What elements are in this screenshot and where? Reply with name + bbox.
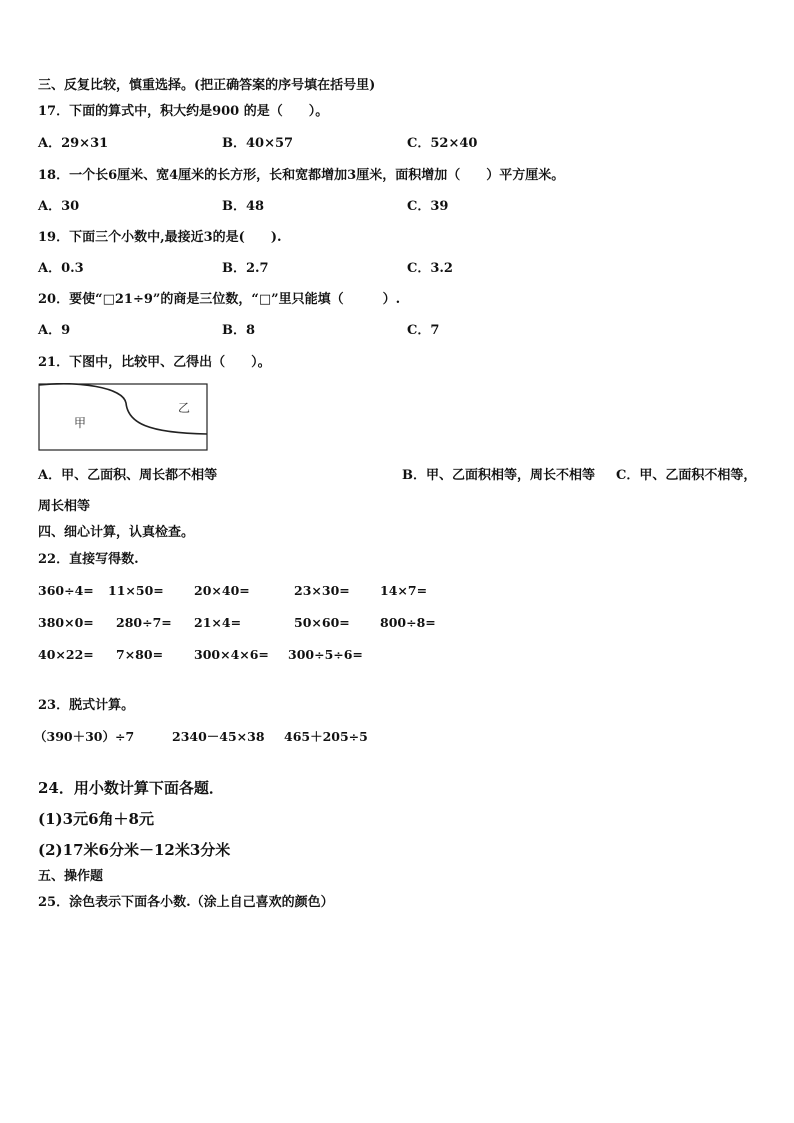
section3-title: 三、反复比较，慎重选择。(把正确答案的序号填在括号里)	[38, 78, 376, 93]
q18-option-a: A．30	[38, 199, 80, 214]
q21-stem: 21．下图中，比较甲、乙得出（ ）。	[38, 355, 271, 370]
q22-r1-c1: 360÷4=	[38, 583, 94, 598]
q20-option-c: C．7	[407, 323, 440, 338]
q18-option-c: C．39	[407, 199, 449, 214]
q19-option-b: B．2.7	[222, 261, 269, 276]
figure-rectangle	[39, 384, 207, 450]
q21-figure	[38, 383, 210, 457]
q25-stem: 25．涂色表示下面各小数.（涂上自己喜欢的颜色）	[38, 895, 334, 910]
q21-option-c: C．甲、乙面积不相等，	[616, 468, 757, 483]
q17-option-a: A．29×31	[38, 136, 109, 151]
q22-r2-c1: 380×0=	[38, 615, 94, 630]
q22-r1-c5: 14×7=	[380, 583, 428, 598]
q19-stem: 19．下面三个小数中,最接近3的是( ).	[38, 230, 282, 245]
q24-item-2: (2)17米6分米－12米3分米	[38, 841, 231, 859]
q22-r2-c2: 280÷7=	[116, 615, 172, 630]
q21-option-b: B．甲、乙面积相等，周长不相等	[402, 468, 595, 483]
q22-r3-c1: 40×22=	[38, 647, 94, 662]
q20-option-a: A．9	[38, 323, 71, 338]
q18-stem: 18．一个长6厘米、宽4厘米的长方形，长和宽都增加3厘米，面积增加（ ）平方厘米。	[38, 168, 565, 183]
q23-stem: 23．脱式计算。	[38, 698, 135, 713]
q22-stem: 22．直接写得数.	[38, 552, 139, 567]
q17-stem: 17．下面的算式中，积大约是900 的是（ ）。	[38, 104, 329, 119]
q19-option-c: C．3.2	[407, 261, 453, 276]
figure-label-jia: 甲	[74, 416, 87, 430]
section5-title: 五、操作题	[38, 869, 104, 884]
q22-r1-c3: 20×40=	[194, 583, 250, 598]
q24-stem: 24．用小数计算下面各题．	[38, 779, 224, 797]
q22-r3-c3: 300×4×6=	[194, 647, 269, 662]
q21-option-c-continued: 周长相等	[38, 499, 91, 514]
q17-option-b: B．40×57	[222, 136, 294, 151]
q22-r3-c4: 300÷5÷6=	[288, 647, 363, 662]
q22-r2-c3: 21×4=	[194, 615, 242, 630]
section4-title: 四、细心计算，认真检查。	[38, 525, 195, 540]
q21-option-a: A．甲、乙面积、周长都不相等	[38, 468, 218, 483]
q20-stem: 20．要使“□21÷9”的商是三位数，“□”里只能填（ ）.	[38, 292, 401, 307]
q22-r1-c2: 11×50=	[108, 583, 164, 598]
q18-option-b: B．48	[222, 199, 265, 214]
q22-r2-c4: 50×60=	[294, 615, 350, 630]
q23-item-3: 465＋205÷5	[284, 729, 368, 744]
q23-item-2: 2340－45×38	[172, 729, 265, 744]
figure-label-yi: 乙	[178, 401, 191, 415]
q22-r2-c5: 800÷8=	[380, 615, 436, 630]
q24-item-1: (1)3元6角＋8元	[38, 810, 154, 828]
q21-figure-svg	[38, 383, 210, 453]
q17-option-c: C．52×40	[407, 136, 478, 151]
q23-item-1: （390＋30）÷7	[34, 729, 135, 744]
q22-r1-c4: 23×30=	[294, 583, 350, 598]
q19-option-a: A．0.3	[38, 261, 84, 276]
q20-option-b: B．8	[222, 323, 256, 338]
q22-r3-c2: 7×80=	[116, 647, 164, 662]
